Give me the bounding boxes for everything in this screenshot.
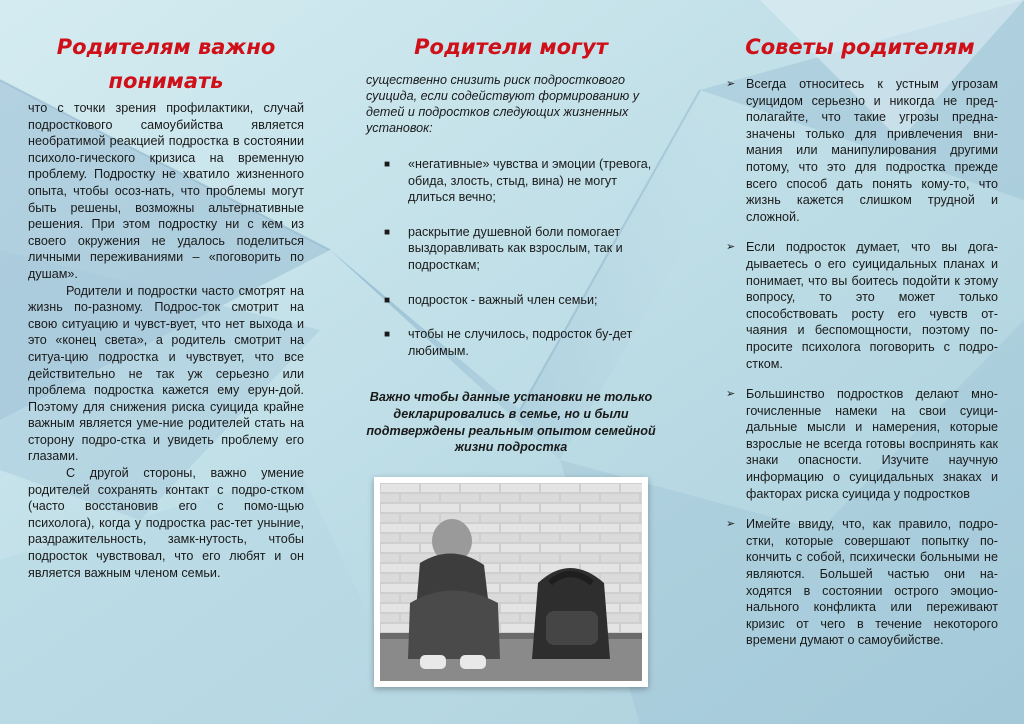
middle-column-title: Родители могут	[414, 35, 608, 59]
list-item: ■ подросток - важный член семьи;	[362, 292, 660, 309]
square-bullet-icon: ■	[384, 294, 391, 306]
square-bullet-icon: ■	[384, 226, 391, 238]
middle-column	[362, 0, 660, 456]
list-item: ➢ Всегда относитесь к устным угрозам суицидом серьезно и никогда не пред-полагайте, что такие угрозы предна-значены только для привлечения вни-мания или манипулирования другими потому, что это для подростка прежде всего способ дать понять кому-то, что жизнь кажется слишком трудной и сложной.	[726, 77, 998, 224]
list-item: ■ «негативные» чувства и эмоции (тревога, обида, злость, стыд, вина) не могут длиться вечно;	[384, 157, 652, 205]
arrow-bullet-icon: ➢	[726, 518, 736, 531]
square-bullet-icon: ■	[384, 159, 391, 170]
teen-photo-illustration	[380, 483, 642, 681]
right-tip-list	[722, 76, 998, 649]
right-column	[722, 0, 998, 663]
right-column-title: Советы родителям	[745, 35, 975, 59]
middle-bullet-list	[362, 156, 660, 359]
square-bullet-icon: ■	[384, 329, 391, 341]
left-column	[28, 0, 304, 581]
middle-intro: существенно снизить риск подросткового суицида, если содействуют формированию у детей и подростков следующих жизненных установок:	[366, 73, 640, 135]
left-column-body	[28, 100, 304, 581]
list-item: ➢ Если подросток думает, что вы дога-дываетесь о его суицидальных планах и понимает, что вы боитесь подойти к этому вопросу, то это может только способствовать росту его чувств от-чаяния и беспомощности, поэтому по-просите психолога поговорить с подро-стком.	[726, 240, 998, 371]
teen-photo	[374, 477, 648, 687]
list-item: ■ раскрытие душевной боли помогает выздоравливать как взрослым, так и подросткам;	[384, 224, 623, 272]
middle-emphasis: Важно чтобы данные установки не только декларировались в семье, но и были подтверждены реальным опытом семейной жизни подростка	[366, 390, 656, 455]
left-paragraph-1: что с точки зрения профилактики, случай подросткового самоубийства является необратимой реакцией подростка в состоянии психоло-гического кризиса на временную проблему. Подростку не хватило жизненного опыта, чтобы осоз-нать, что проблемы могут быть решены, возможны альтернативные решения. При этом подростку ни с кем из своего окружения не удалось поделиться личными переживаниями – «поговорить по душам».	[28, 101, 304, 281]
arrow-bullet-icon: ➢	[726, 78, 736, 90]
left-column-title: Родителям важно понимать	[56, 35, 276, 93]
left-paragraph-3: С другой стороны, важно умение родителей сохранять контакт с подро-стком (часто восстановив его с помо-щью психолога), когда у подростка рас-тет уныние, раздражительность, замк-нутость, чтобы подросток чувствовал, что его любят и он является важным членом семьи.	[28, 466, 304, 580]
list-item: ■ чтобы не случилось, подросток бу-дет любимым.	[384, 327, 633, 358]
arrow-bullet-icon: ➢	[726, 241, 736, 254]
list-item: ➢ Большинство подростков делают мно-гочисленные намеки на свои суици-дальные мысли и намерения, которые взрослые не всегда готовы воспринять как знаки опасности. Изучите научную информацию о суицидальных знаках и факторах риска суицида у подростков	[726, 387, 998, 501]
list-item: ➢ Имейте ввиду, что, как правило, подро-стки, которые совершают попытку по-кончить с собой, психически больными не являются. Большей частью они на-ходятся в состоянии острого эмоцио-нального конфликта или переживают кризис от чего в течение некоторого времени думают о самоубийстве.	[726, 517, 998, 648]
left-paragraph-2: Родители и подростки часто смотрят на жизнь по-разному. Подрос-ток смотрит на свою ситуацию и чувст-вует, что нет выхода и это «конец света», а родитель смотрит на ситуа-цию подростка и чувствует, что все действительно не так уж серьезно или проблема подростка кажется ему ерун-дой. Поэтому для снижения риска суицида крайне важным является уме-ние родителей стать на сторону подро-стка и увидеть проблему его глазами.	[28, 283, 304, 464]
arrow-bullet-icon: ➢	[726, 388, 736, 401]
